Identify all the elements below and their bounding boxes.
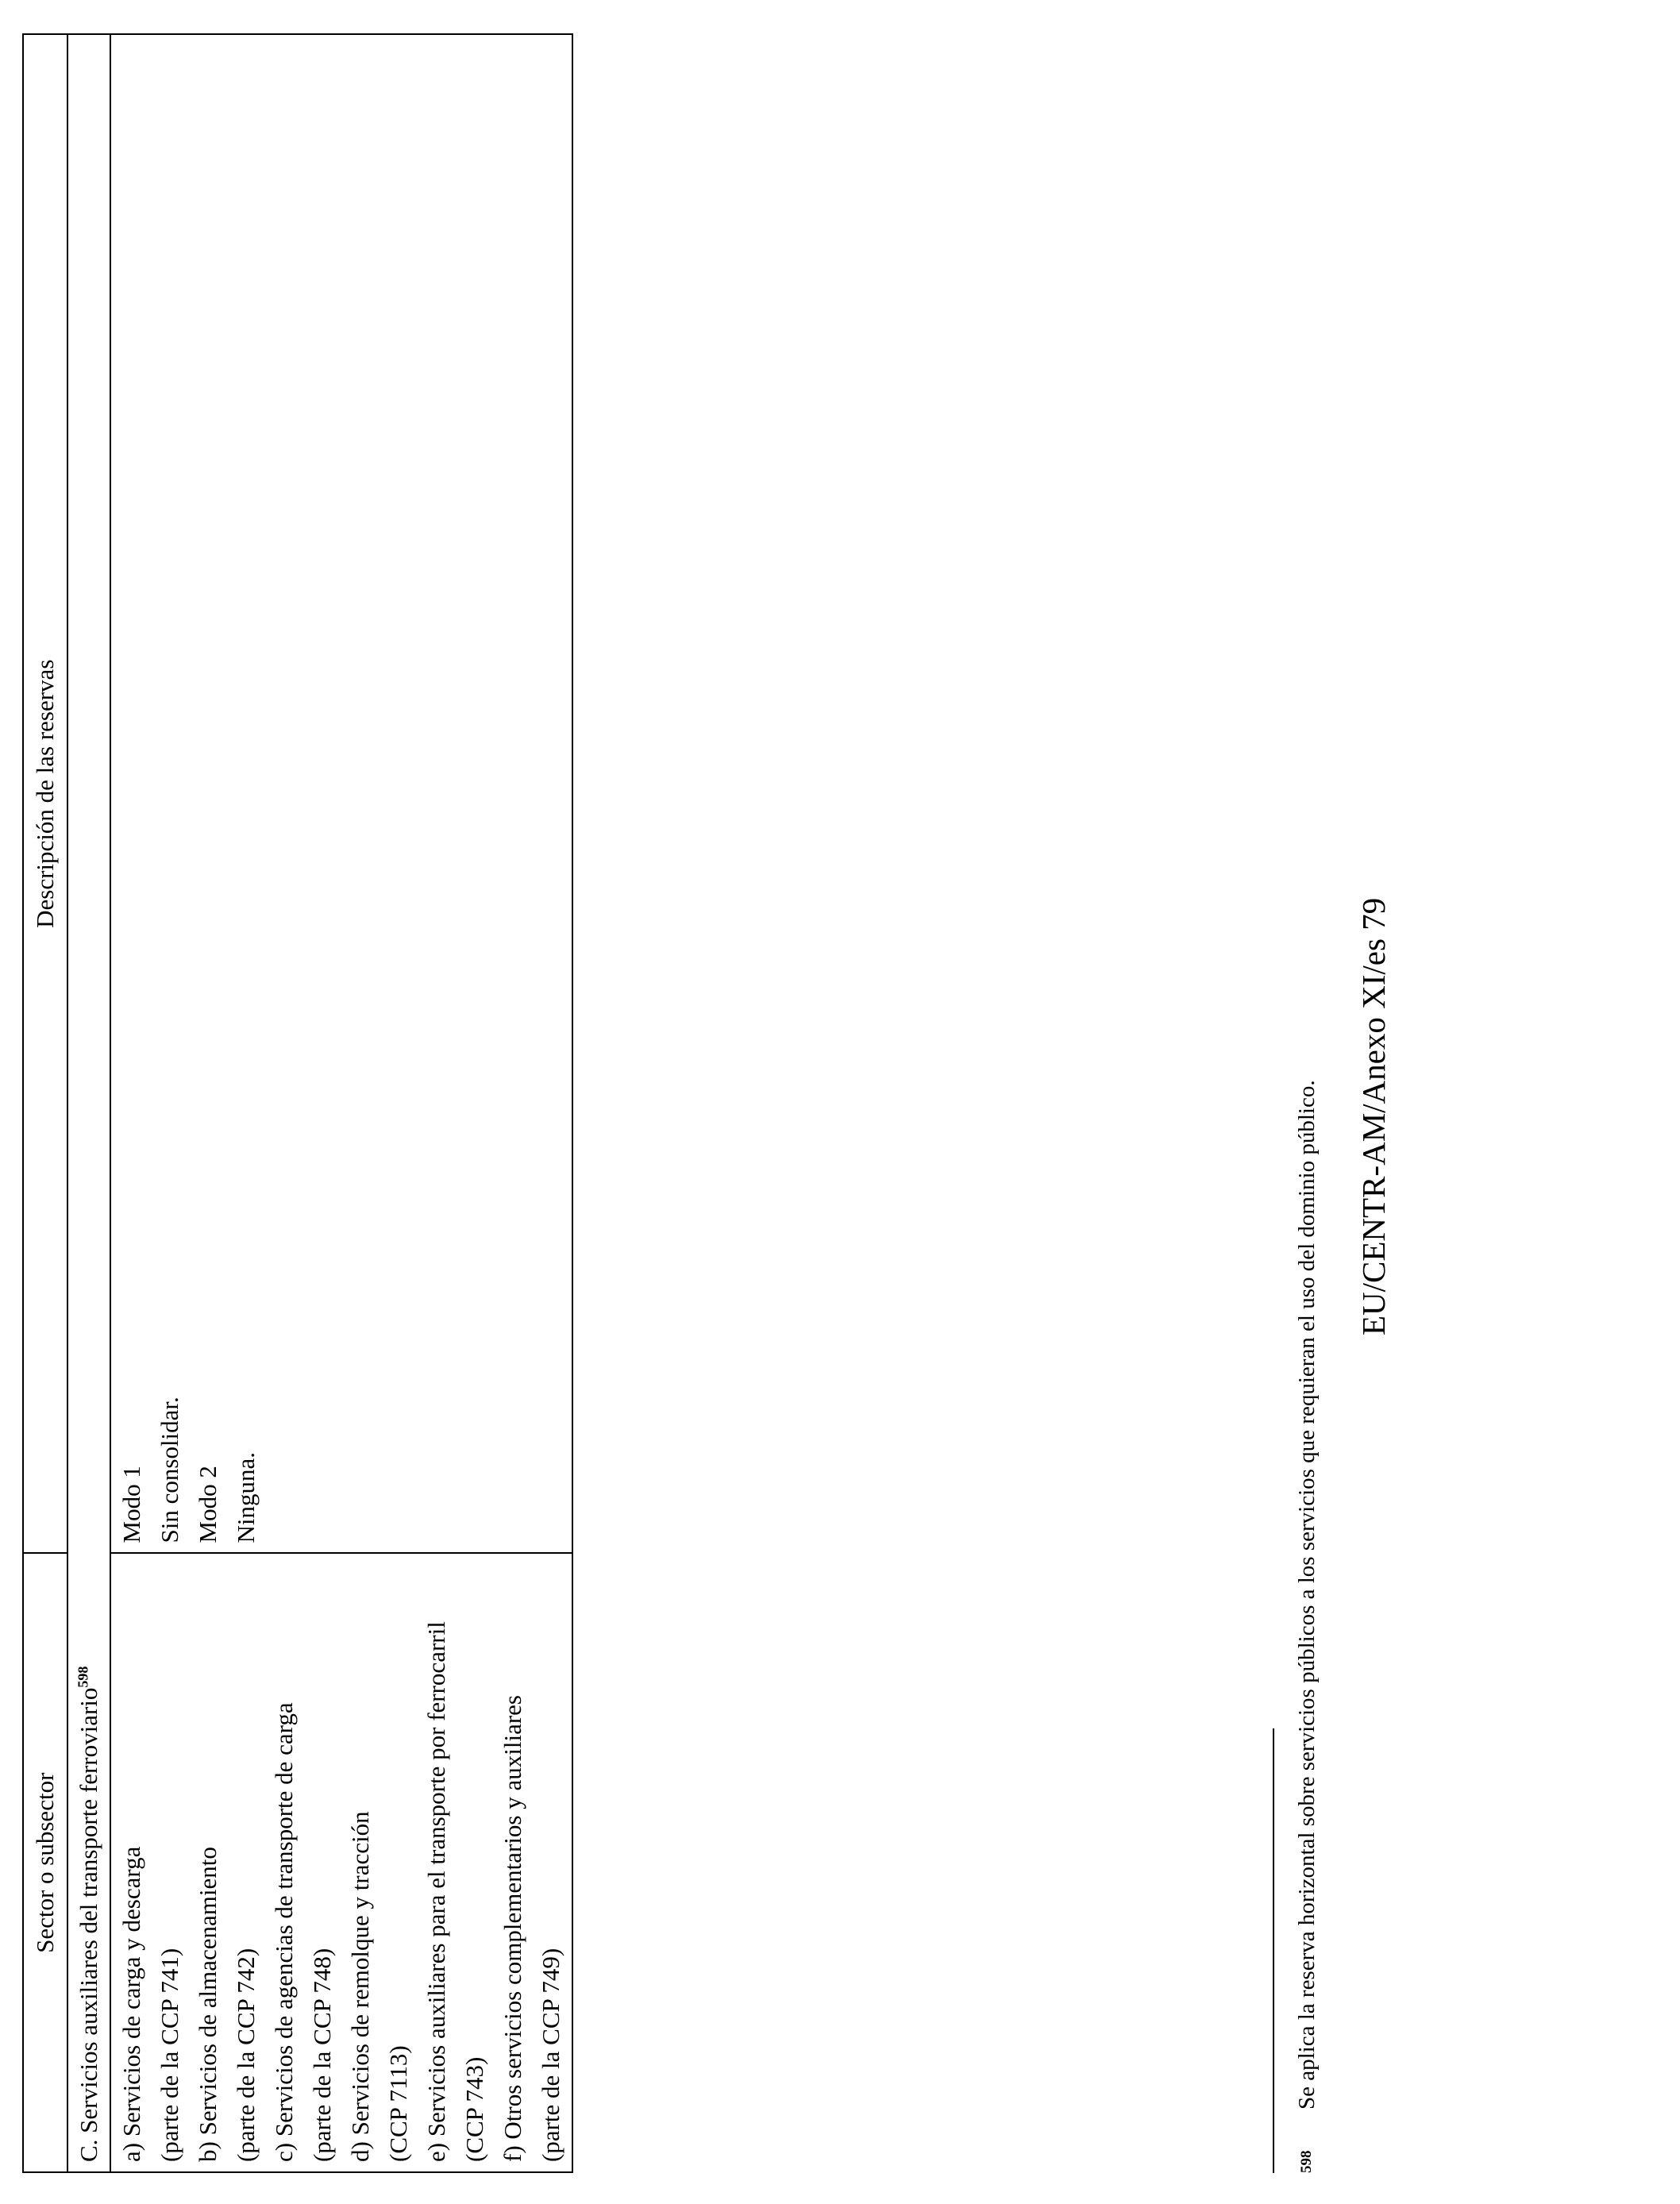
table-header-row <box>23 34 67 2172</box>
description-line: Modo 2 <box>194 1466 222 1543</box>
sector-line: b) Servicios de almacenamiento <box>194 1847 222 2162</box>
footnote-number: 598 <box>1298 2150 1315 2173</box>
footnote-text: Se aplica la reserva horizontal sobre servicios públicos a los servicios que requieran el uso del dominio público. <box>1294 1080 1320 2110</box>
sector-line: e) Servicios auxiliares para el transporte por ferrocarril <box>422 1621 450 2162</box>
sector-line: f) Otros servicios complementarios y auxiliares <box>499 1695 526 2162</box>
page-identifier: EU/CENTR-AM/Anexo XI/es 79 <box>1355 897 1392 1335</box>
sector-line: (parte de la CCP 741) <box>156 1948 183 2162</box>
description-line: Sin consolidar. <box>156 1397 183 1543</box>
column-header-description: Descripción de las reservas <box>23 34 67 1553</box>
description-line: Ninguna. <box>232 1451 260 1543</box>
sector-line: a) Servicios de carga y descarga <box>118 1846 145 2162</box>
sector-line: (parte de la CCP 748) <box>308 1948 336 2162</box>
reservations-table <box>22 33 573 2173</box>
table-row <box>110 34 572 2172</box>
sector-line: c) Servicios de agencias de transporte de carga <box>270 1702 298 2162</box>
section-title-cell <box>67 34 110 2172</box>
sector-line: d) Servicios de remolque y tracción <box>346 1811 374 2162</box>
reservation-description-cell <box>110 34 572 1553</box>
description-line: Modo 1 <box>118 1466 145 1543</box>
sector-line: (parte de la CCP 749) <box>537 1948 564 2162</box>
sector-line: (CCP 7113) <box>384 2045 412 2162</box>
section-title: C. Servicios auxiliares del transporte ferroviario <box>75 1687 102 2162</box>
footnote <box>1291 1080 1323 2173</box>
sector-line: (CCP 743) <box>460 2056 488 2162</box>
column-header-sector: Sector o subsector <box>23 1553 67 2172</box>
section-row <box>67 34 110 2172</box>
sector-line: (parte de la CCP 742) <box>232 1948 260 2162</box>
footnote-divider <box>1273 1728 1274 2173</box>
sector-list-cell <box>110 1553 572 2172</box>
footnote-reference: 598 <box>75 1666 91 1688</box>
